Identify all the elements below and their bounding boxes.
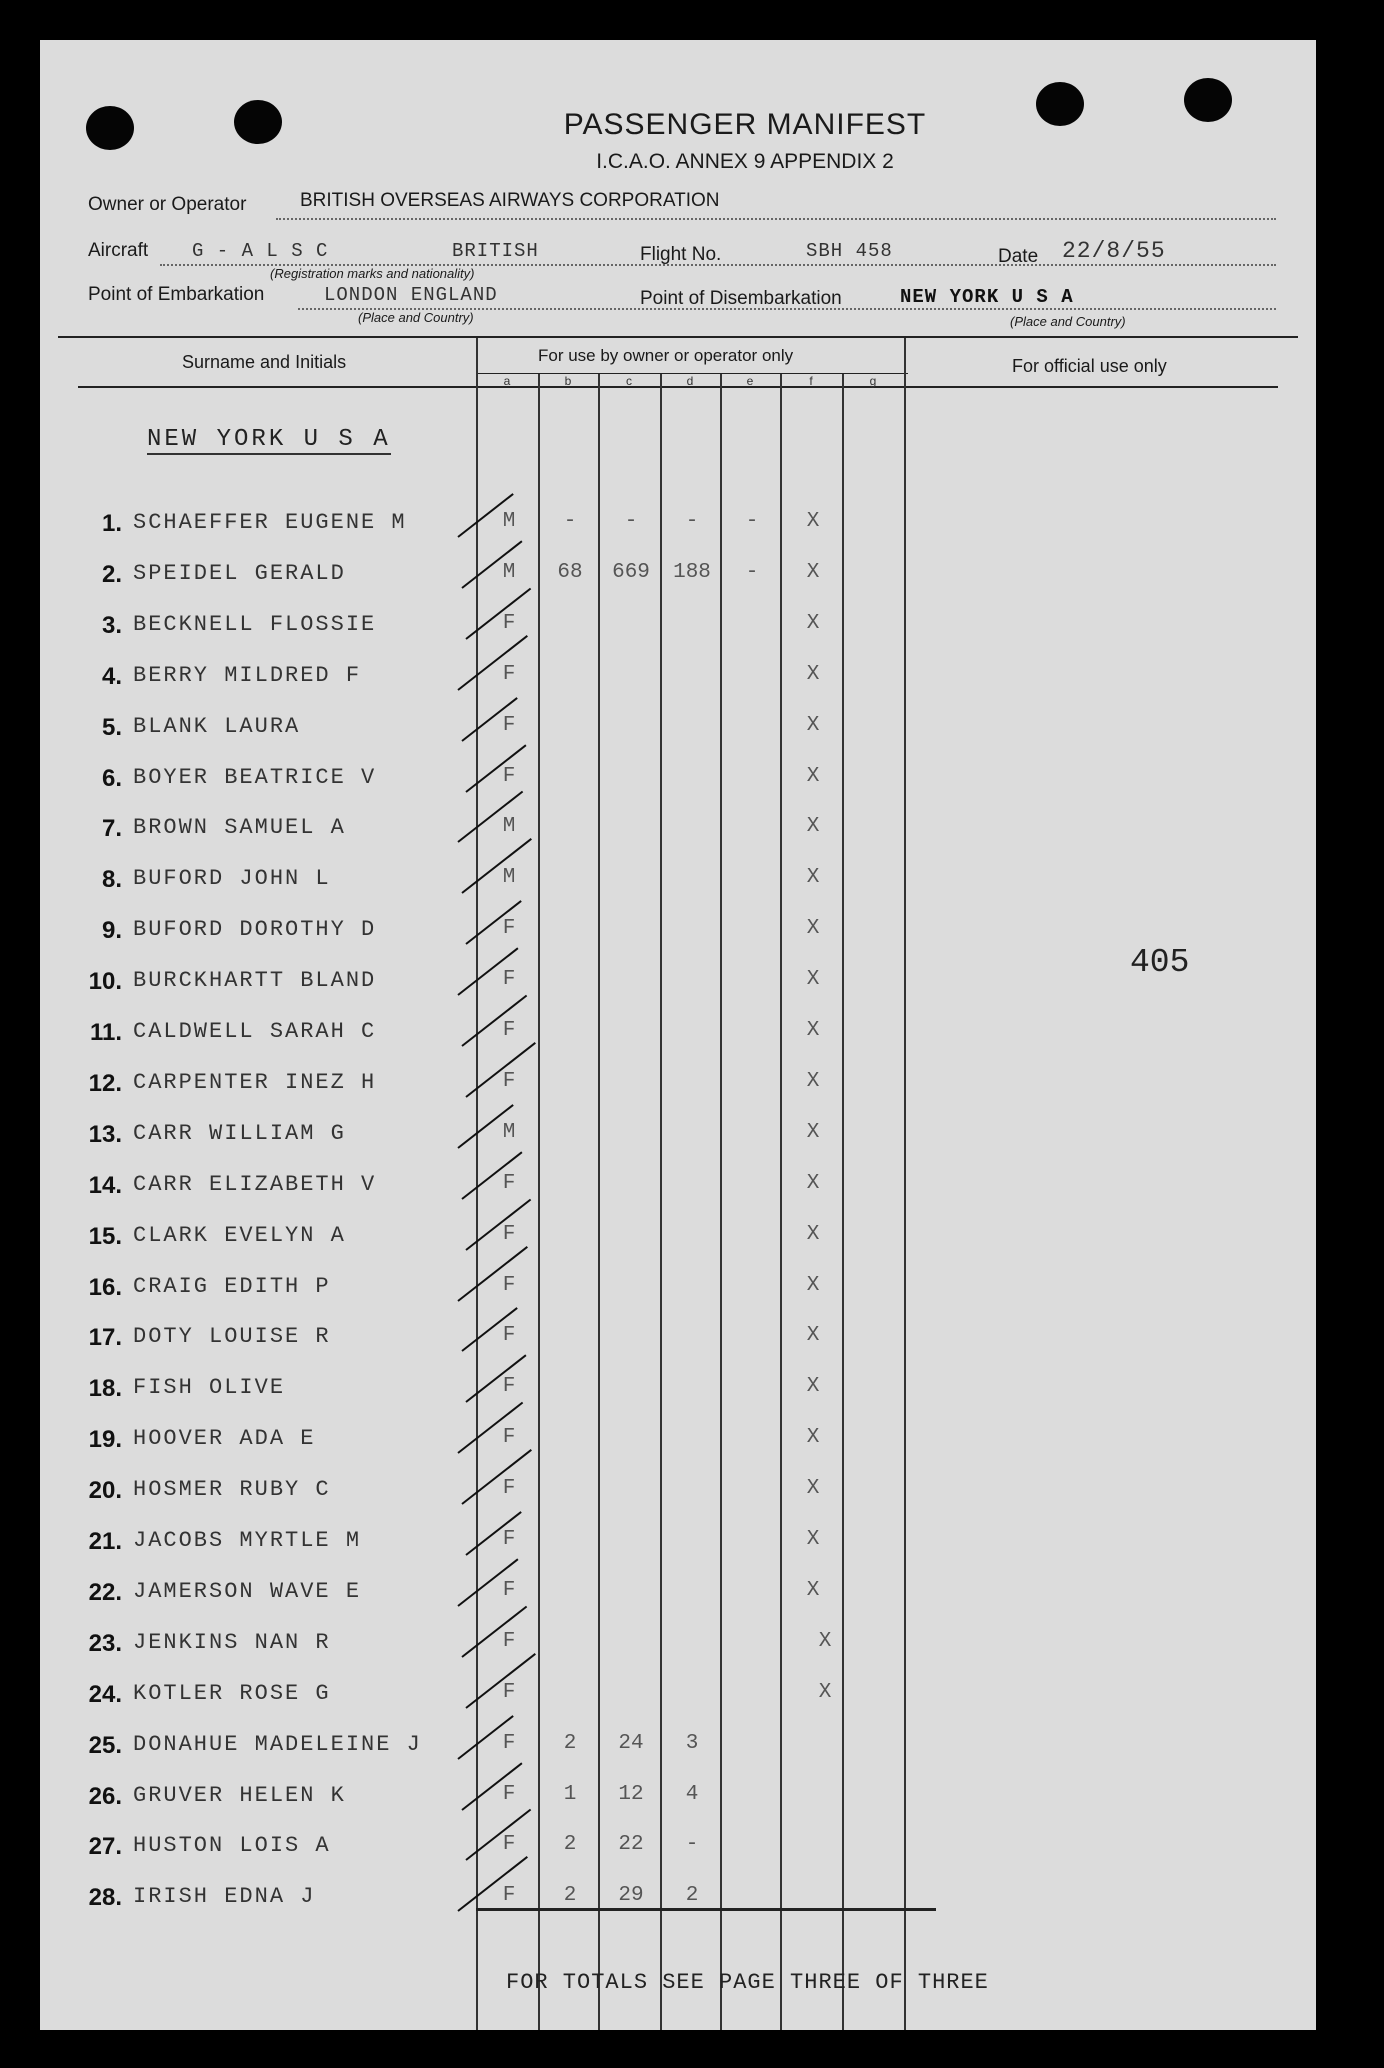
table-top-rule bbox=[58, 336, 1298, 338]
registration-note: (Registration marks and nationality) bbox=[270, 266, 475, 281]
disembarkation-value: NEW YORK U S A bbox=[900, 286, 1074, 308]
row-number: 22. bbox=[88, 1578, 122, 1606]
cell-f: X bbox=[806, 1019, 820, 1042]
nationality-value: BRITISH bbox=[452, 240, 539, 262]
passenger-name: JENKINS NAN R bbox=[133, 1629, 331, 1655]
row-number: 21. bbox=[88, 1528, 122, 1555]
cell-c: - bbox=[624, 510, 638, 533]
owner-label: Owner or Operator bbox=[88, 194, 247, 215]
row-number: 7. bbox=[101, 815, 122, 843]
cell-c: 12 bbox=[618, 1782, 644, 1806]
row-number: 4. bbox=[101, 662, 122, 690]
row-number: 16. bbox=[88, 1273, 122, 1301]
cell-f: X bbox=[806, 764, 820, 788]
cell-f: X bbox=[806, 560, 820, 584]
cell-a: F bbox=[502, 1426, 516, 1450]
cell-a: F bbox=[502, 662, 516, 686]
passenger-row bbox=[40, 765, 1316, 805]
cell-f: X bbox=[806, 1578, 820, 1602]
passenger-name: HOSMER RUBY C bbox=[133, 1477, 331, 1503]
passenger-name: BLANK LAURA bbox=[133, 713, 301, 739]
owner-value: BRITISH OVERSEAS AIRWAYS CORPORATION bbox=[300, 190, 720, 211]
row-number: 26. bbox=[88, 1782, 122, 1810]
totals-note: FOR TOTALS SEE PAGE THREE OF THREE bbox=[506, 1970, 989, 1995]
passenger-name: HUSTON LOIS A bbox=[133, 1833, 331, 1859]
disembarkation-note: (Place and Country) bbox=[1010, 314, 1126, 329]
closing-rule bbox=[476, 1908, 936, 1911]
embarkation-note: (Place and Country) bbox=[358, 310, 474, 325]
passenger-row bbox=[40, 1426, 1316, 1466]
cell-a: F bbox=[502, 611, 516, 635]
cell-c: 29 bbox=[618, 1884, 644, 1908]
cell-f: X bbox=[806, 510, 820, 533]
page-title: PASSENGER MANIFEST bbox=[563, 108, 927, 141]
row-number: 27. bbox=[88, 1833, 122, 1861]
destination-heading: NEW YORK U S A bbox=[147, 426, 391, 453]
row-number: 18. bbox=[88, 1375, 122, 1403]
sub-column-e: e bbox=[746, 374, 754, 388]
passenger-name: CARPENTER INEZ H bbox=[133, 1069, 377, 1095]
passenger-row bbox=[40, 917, 1316, 957]
cell-f: X bbox=[806, 1375, 820, 1399]
passenger-name: FISH OLIVE bbox=[133, 1375, 286, 1401]
passenger-row bbox=[40, 510, 1316, 550]
cell-a: F bbox=[502, 1528, 516, 1551]
cell-b: 2 bbox=[563, 1833, 577, 1857]
cell-f: X bbox=[818, 1680, 832, 1704]
passenger-row bbox=[40, 714, 1316, 754]
cell-a: F bbox=[502, 1629, 516, 1653]
passenger-name: DONAHUE MADELEINE J bbox=[133, 1731, 422, 1757]
row-number: 6. bbox=[101, 764, 122, 792]
embarkation-value: LONDON ENGLAND bbox=[324, 284, 498, 306]
cell-f: X bbox=[806, 968, 820, 992]
cell-f: X bbox=[806, 1120, 820, 1144]
cell-c: 669 bbox=[612, 560, 650, 584]
cell-a: F bbox=[502, 1833, 516, 1857]
passenger-row bbox=[40, 612, 1316, 652]
row-number: 9. bbox=[101, 917, 122, 945]
passenger-row bbox=[40, 1732, 1316, 1772]
row-number: 3. bbox=[101, 611, 122, 639]
cell-b: 2 bbox=[563, 1884, 577, 1908]
owner-use-header: For use by owner or operator only bbox=[538, 346, 794, 365]
passenger-name: CRAIG EDITH P bbox=[133, 1273, 331, 1299]
row-number: 19. bbox=[88, 1426, 122, 1454]
cell-f: X bbox=[806, 1324, 820, 1348]
passenger-name: BUFORD DOROTHY D bbox=[133, 917, 377, 943]
sub-column-a: a bbox=[503, 374, 511, 388]
sub-column-g: g bbox=[869, 374, 877, 388]
cell-a: F bbox=[502, 1731, 516, 1755]
passenger-name: BOYER BEATRICE V bbox=[133, 764, 377, 790]
row-number: 12. bbox=[88, 1069, 122, 1097]
cell-f: X bbox=[806, 1171, 820, 1195]
official-use-header: For official use only bbox=[1012, 356, 1167, 376]
passenger-row bbox=[40, 663, 1316, 703]
cell-f: X bbox=[806, 1069, 820, 1093]
cell-f: X bbox=[806, 1273, 820, 1297]
cell-f: X bbox=[818, 1629, 832, 1653]
cell-a: F bbox=[502, 1477, 516, 1501]
passenger-row bbox=[40, 1833, 1316, 1873]
row-number: 10. bbox=[88, 968, 122, 996]
punch-hole bbox=[1184, 78, 1232, 122]
passenger-name: GRUVER HELEN K bbox=[133, 1782, 346, 1808]
cell-b: 1 bbox=[563, 1782, 577, 1806]
passenger-row bbox=[40, 1070, 1316, 1110]
passenger-row bbox=[40, 1884, 1316, 1924]
row-number: 17. bbox=[88, 1324, 122, 1352]
cell-d: 3 bbox=[685, 1731, 699, 1755]
cell-f: X bbox=[806, 611, 820, 635]
cell-a: M bbox=[502, 510, 516, 533]
cell-d: - bbox=[685, 1833, 699, 1857]
passenger-name: IRISH EDNA J bbox=[133, 1884, 316, 1910]
passenger-row bbox=[40, 1324, 1316, 1364]
passenger-name: DOTY LOUISE R bbox=[133, 1324, 331, 1350]
cell-a: M bbox=[502, 560, 516, 584]
row-number: 24. bbox=[88, 1680, 122, 1708]
passenger-name: BERRY MILDRED F bbox=[133, 662, 362, 688]
passenger-row bbox=[40, 1783, 1316, 1823]
manifest-page bbox=[40, 40, 1316, 2030]
cell-c: 24 bbox=[618, 1731, 644, 1755]
embarkation-label: Point of Embarkation bbox=[88, 284, 265, 305]
cell-a: F bbox=[502, 1884, 516, 1908]
page-subtitle: I.C.A.O. ANNEX 9 APPENDIX 2 bbox=[596, 150, 894, 173]
cell-a: F bbox=[502, 713, 516, 737]
cell-a: M bbox=[502, 866, 516, 890]
row-number: 11. bbox=[89, 1019, 122, 1046]
row-number: 28. bbox=[88, 1884, 122, 1912]
row-number: 13. bbox=[88, 1120, 122, 1148]
cell-f: X bbox=[806, 866, 820, 890]
passenger-name: CALDWELL SARAH C bbox=[133, 1019, 377, 1044]
row-number: 5. bbox=[101, 713, 122, 741]
passenger-name: BUFORD JOHN L bbox=[133, 866, 331, 892]
sub-column-f: f bbox=[809, 374, 813, 388]
passenger-name: SPEIDEL GERALD bbox=[133, 560, 346, 586]
cell-a: F bbox=[502, 1324, 516, 1348]
date-label: Date bbox=[998, 246, 1039, 267]
passenger-row bbox=[40, 1121, 1316, 1161]
sub-column-d: d bbox=[686, 374, 694, 388]
passenger-row bbox=[40, 1528, 1316, 1568]
cell-a: F bbox=[502, 1273, 516, 1297]
passenger-name: JAMERSON WAVE E bbox=[133, 1578, 362, 1604]
passenger-name: KOTLER ROSE G bbox=[133, 1680, 331, 1706]
passenger-row bbox=[40, 968, 1316, 1008]
passenger-name: CLARK EVELYN A bbox=[133, 1222, 346, 1248]
passenger-name: BROWN SAMUEL A bbox=[133, 815, 346, 841]
passenger-row bbox=[40, 1681, 1316, 1721]
cell-b: - bbox=[563, 510, 577, 533]
cell-d: 4 bbox=[685, 1782, 699, 1806]
cell-b: 2 bbox=[563, 1731, 577, 1755]
passenger-row bbox=[40, 561, 1316, 601]
cell-a: F bbox=[502, 1782, 516, 1806]
owner-underline bbox=[276, 218, 1276, 220]
passenger-name: BECKNELL FLOSSIE bbox=[133, 611, 377, 637]
cell-a: F bbox=[502, 1171, 516, 1195]
cell-a: F bbox=[502, 1019, 516, 1042]
punch-hole bbox=[86, 106, 134, 150]
passenger-row bbox=[40, 866, 1316, 906]
sub-column-c: c bbox=[626, 374, 632, 388]
row-number: 8. bbox=[101, 866, 122, 894]
cell-a: F bbox=[502, 1578, 516, 1602]
punch-hole bbox=[1036, 82, 1084, 126]
cell-c: 22 bbox=[618, 1833, 644, 1857]
flight-label: Flight No. bbox=[640, 244, 722, 265]
passenger-name: SCHAEFFER EUGENE M bbox=[133, 510, 407, 535]
passenger-row bbox=[40, 1019, 1316, 1059]
cell-b: 68 bbox=[557, 560, 583, 584]
row-number: 2. bbox=[101, 560, 122, 588]
cell-a: F bbox=[502, 1222, 516, 1246]
passenger-row bbox=[40, 815, 1316, 855]
cell-f: X bbox=[806, 713, 820, 737]
cell-f: X bbox=[806, 662, 820, 686]
cell-d: 2 bbox=[685, 1884, 699, 1908]
cell-a: F bbox=[502, 917, 516, 941]
cell-f: X bbox=[806, 1477, 820, 1501]
passenger-name: JACOBS MYRTLE M bbox=[133, 1528, 362, 1553]
passenger-row bbox=[40, 1375, 1316, 1415]
cell-f: X bbox=[806, 1222, 820, 1246]
cell-f: X bbox=[806, 815, 820, 839]
row-number: 20. bbox=[88, 1477, 122, 1505]
cell-e: - bbox=[745, 560, 759, 584]
passenger-row bbox=[40, 1630, 1316, 1670]
cell-d: - bbox=[685, 510, 699, 533]
row-number: 15. bbox=[88, 1222, 122, 1250]
cell-f: X bbox=[806, 1426, 820, 1450]
passenger-row bbox=[40, 1172, 1316, 1212]
aircraft-value: G - A L S C bbox=[192, 240, 329, 262]
cell-e: - bbox=[745, 510, 759, 533]
cell-a: M bbox=[502, 815, 516, 839]
row-number: 14. bbox=[88, 1171, 122, 1199]
passenger-name: CARR WILLIAM G bbox=[133, 1120, 346, 1146]
passenger-row bbox=[40, 1477, 1316, 1517]
disembarkation-label: Point of Disembarkation bbox=[640, 288, 842, 309]
passenger-name: HOOVER ADA E bbox=[133, 1426, 316, 1452]
row-number: 23. bbox=[88, 1629, 122, 1657]
cell-a: F bbox=[502, 968, 516, 992]
cell-f: X bbox=[806, 917, 820, 941]
cell-d: 188 bbox=[673, 560, 711, 584]
punch-hole bbox=[234, 100, 282, 144]
sub-column-b: b bbox=[564, 374, 572, 388]
cell-a: F bbox=[502, 764, 516, 788]
row-number: 1. bbox=[101, 510, 122, 537]
passenger-row bbox=[40, 1274, 1316, 1314]
passenger-name: BURCKHARTT BLAND bbox=[133, 968, 377, 994]
cell-a: F bbox=[502, 1069, 516, 1093]
passenger-name: CARR ELIZABETH V bbox=[133, 1171, 377, 1197]
flight-value: SBH 458 bbox=[806, 240, 893, 262]
cell-a: F bbox=[502, 1680, 516, 1704]
cell-a: M bbox=[502, 1120, 516, 1144]
cell-a: F bbox=[502, 1375, 516, 1399]
passenger-row bbox=[40, 1579, 1316, 1619]
cell-f: X bbox=[806, 1528, 820, 1551]
row-number: 25. bbox=[88, 1731, 122, 1759]
passenger-row bbox=[40, 1223, 1316, 1263]
date-value: 22/8/55 bbox=[1062, 238, 1166, 264]
name-column-header: Surname and Initials bbox=[182, 352, 347, 372]
aircraft-label: Aircraft bbox=[88, 240, 149, 261]
official-annotation: 405 bbox=[1130, 944, 1190, 981]
